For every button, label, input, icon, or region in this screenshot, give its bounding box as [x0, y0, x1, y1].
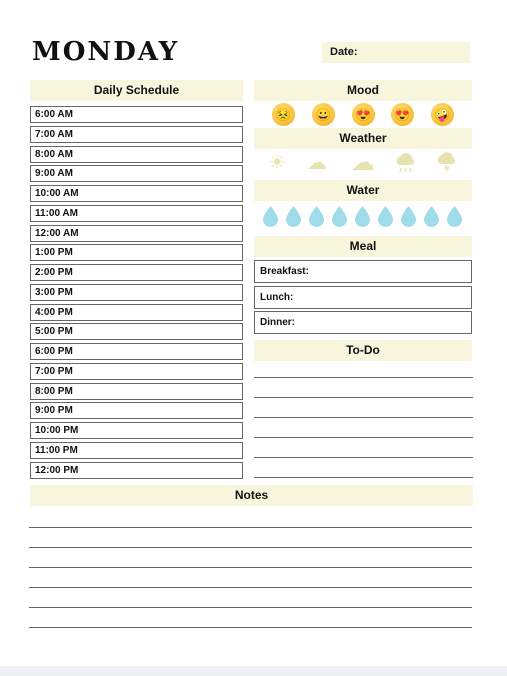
todo-line[interactable] — [254, 437, 473, 438]
water-drop-icon[interactable] — [377, 206, 394, 227]
mood-header: Mood — [254, 80, 472, 101]
mood-heart-eyes-icon[interactable]: 😍 — [391, 103, 414, 126]
cloud-icon[interactable]: ☁ — [351, 149, 375, 176]
mood-silly-icon[interactable]: 🤪 — [431, 103, 454, 126]
todo-line[interactable] — [254, 457, 473, 458]
todo-line[interactable] — [254, 397, 473, 398]
schedule-slot[interactable]: 8:00 AM — [30, 146, 243, 163]
schedule-slot[interactable]: 12:00 AM — [30, 225, 243, 242]
notes-header: Notes — [30, 485, 473, 506]
schedule-slot[interactable]: 1:00 PM — [30, 244, 243, 261]
mood-tired-icon[interactable]: 😣 — [272, 103, 295, 126]
page-footer-gap — [0, 666, 507, 676]
schedule-slot[interactable]: 9:00 PM — [30, 402, 243, 419]
schedule-slot[interactable]: 7:00 AM — [30, 126, 243, 143]
todo-header: To-Do — [254, 340, 472, 361]
schedule-slot[interactable]: 8:00 PM — [30, 383, 243, 400]
rain-cloud-icon[interactable] — [393, 152, 419, 174]
mood-happy-icon[interactable]: 😀 — [312, 103, 335, 126]
todo-line[interactable] — [254, 477, 473, 478]
notes-line[interactable] — [29, 547, 472, 548]
mood-love-icon[interactable]: 😍 — [352, 103, 375, 126]
date-field[interactable]: Date: — [322, 42, 470, 63]
partly-cloudy-icon[interactable]: ☁ — [307, 152, 327, 174]
schedule-slot[interactable]: 7:00 PM — [30, 363, 243, 380]
schedule-slot[interactable]: 6:00 AM — [30, 106, 243, 123]
water-header: Water — [254, 180, 472, 201]
schedule-header: Daily Schedule — [30, 80, 243, 101]
notes-line[interactable] — [29, 607, 472, 608]
water-drop-icon[interactable] — [262, 206, 279, 227]
schedule-slot[interactable]: 10:00 AM — [30, 185, 243, 202]
schedule-slot[interactable]: 5:00 PM — [30, 323, 243, 340]
schedule-slot[interactable]: 10:00 PM — [30, 422, 243, 439]
schedule-slot[interactable]: 3:00 PM — [30, 284, 243, 301]
schedule-slot[interactable]: 12:00 PM — [30, 462, 243, 479]
weather-header: Weather — [254, 128, 472, 149]
page-title: MONDAY — [32, 37, 180, 67]
todo-line[interactable] — [254, 377, 473, 378]
schedule-slot[interactable]: 2:00 PM — [30, 264, 243, 281]
water-drop-icon[interactable] — [423, 206, 440, 227]
water-drop-icon[interactable] — [308, 206, 325, 227]
water-drop-icon[interactable] — [400, 206, 417, 227]
schedule-slot[interactable]: 4:00 PM — [30, 304, 243, 321]
water-drop-icon[interactable] — [331, 206, 348, 227]
notes-line[interactable] — [29, 527, 472, 528]
dinner-field[interactable]: Dinner: — [254, 311, 472, 334]
schedule-slot[interactable]: 11:00 PM — [30, 442, 243, 459]
notes-line[interactable] — [29, 627, 472, 628]
schedule-slot[interactable]: 11:00 AM — [30, 205, 243, 222]
schedule-slot[interactable]: 6:00 PM — [30, 343, 243, 360]
storm-cloud-icon[interactable] — [434, 152, 460, 174]
todo-line[interactable] — [254, 417, 473, 418]
schedule-slot[interactable]: 9:00 AM — [30, 165, 243, 182]
water-drop-icon[interactable] — [354, 206, 371, 227]
notes-line[interactable] — [29, 567, 472, 568]
lunch-field[interactable]: Lunch: — [254, 286, 472, 309]
water-drop-icon[interactable] — [285, 206, 302, 227]
sun-icon[interactable]: ☀ — [268, 152, 286, 174]
breakfast-field[interactable]: Breakfast: — [254, 260, 472, 283]
meal-header: Meal — [254, 236, 472, 257]
notes-line[interactable] — [29, 587, 472, 588]
water-drop-icon[interactable] — [446, 206, 463, 227]
